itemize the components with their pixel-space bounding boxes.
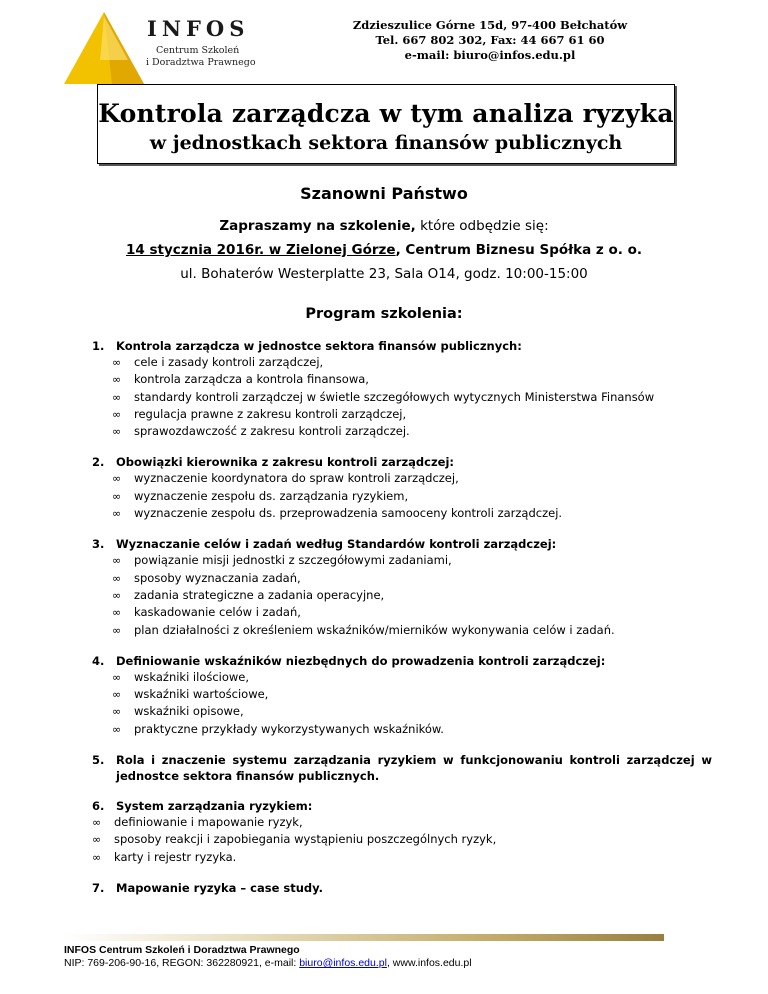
footer-email-link[interactable]: biuro@infos.edu.pl <box>299 957 387 969</box>
program-title: Program szkolenia: <box>305 306 463 322</box>
logo-subtitle-2: i Doradztwa Prawnego <box>146 57 256 68</box>
list-item-text: sposoby reakcji i zapobiegania wystąpieniu poszczególnych ryzyk, <box>114 832 497 847</box>
infinity-bullet-icon: ∞ <box>112 688 122 702</box>
list-item-text: plan działalności z określeniem wskaźników/mierników wykonywania celów i zadań. <box>134 622 615 637</box>
title-box <box>97 84 675 164</box>
list-item <box>112 622 712 639</box>
greeting: Szanowni Państwo <box>300 184 468 203</box>
list-item <box>92 849 712 866</box>
list-item-text: wyznaczenie koordynatora do spraw kontroli zarządczej, <box>134 471 459 486</box>
section-number: 7. <box>92 880 105 895</box>
infinity-bullet-icon: ∞ <box>112 356 122 369</box>
footer-details <box>64 957 472 970</box>
logo-subtitle-1: Centrum Szkoleń <box>156 45 240 56</box>
list-item-text: praktyczne przykłady wykorzystywanych wskaźników. <box>134 721 444 736</box>
infinity-bullet-icon: ∞ <box>92 850 102 864</box>
program-section <box>92 536 712 638</box>
program-section <box>92 752 712 784</box>
logo-name: INFOS <box>147 16 250 41</box>
list-item-text: sposoby wyznaczania zadań, <box>134 570 301 585</box>
infinity-bullet-icon: ∞ <box>112 507 122 521</box>
infinity-bullet-icon: ∞ <box>92 816 102 830</box>
section-heading <box>92 454 712 470</box>
section-number: 5. <box>92 753 105 768</box>
section-title: Obowiązki kierownika z zakresu kontroli zarządczej: <box>116 455 454 470</box>
section-heading <box>92 880 712 896</box>
list-item-text: powiązanie misji jednostki z szczegółowymi zadaniami, <box>134 553 452 568</box>
section-number: 1. <box>92 339 105 353</box>
section-number: 6. <box>92 799 105 814</box>
invitation-bold: Zapraszamy na szkolenie, <box>219 218 416 234</box>
list-item <box>112 488 712 505</box>
list-item <box>112 389 712 406</box>
program-section <box>92 653 712 738</box>
list-item <box>112 721 712 738</box>
section-heading <box>92 536 712 552</box>
program-section <box>92 798 712 866</box>
list-item-text: wskaźniki opisowe, <box>134 704 244 719</box>
list-item-text: definiowanie i mapowanie ryzyk, <box>114 815 303 830</box>
infinity-bullet-icon: ∞ <box>92 833 102 847</box>
section-title: Kontrola zarządcza w jednostce sektora finansów publicznych: <box>116 339 522 353</box>
list-item <box>112 406 712 423</box>
footer-ids: NIP: 769-206-90-16, REGON: 362280921, e-mail: <box>64 957 300 969</box>
section-items <box>112 552 712 638</box>
infinity-bullet-icon: ∞ <box>112 373 122 387</box>
list-item-text: wyznaczenie zespołu ds. zarządzania ryzykiem, <box>134 488 409 503</box>
program-section <box>92 338 712 440</box>
company-logo <box>64 12 264 92</box>
document-title: Kontrola zarządcza w tym analiza ryzyka <box>98 99 674 128</box>
section-heading <box>92 752 712 784</box>
list-item <box>112 686 712 703</box>
list-item <box>112 371 712 388</box>
document-subtitle: w jednostkach sektora finansów publicznych <box>149 132 623 154</box>
footer-company-name: INFOS Centrum Szkoleń i Doradztwa Prawnego <box>64 944 300 956</box>
address: ul. Bohaterów Westerplatte 23, Sala O14, godz. 10:00-15:00 <box>180 266 588 282</box>
infinity-bullet-icon: ∞ <box>112 407 122 421</box>
list-item-text: kaskadowanie celów i zadań, <box>134 605 301 620</box>
infinity-bullet-icon: ∞ <box>112 472 122 486</box>
list-item <box>112 552 712 569</box>
section-items <box>112 470 712 522</box>
list-item-text: wskaźniki ilościowe, <box>134 669 250 684</box>
list-item <box>112 354 712 371</box>
infinity-bullet-icon: ∞ <box>112 571 122 585</box>
list-item-text: wyznaczenie zespołu ds. przeprowadzenia samooceny kontroli zarządczej. <box>134 506 563 521</box>
list-item <box>112 669 712 686</box>
footer <box>64 944 472 970</box>
section-heading <box>92 338 712 354</box>
list-item-text: karty i rejestr ryzyka. <box>114 849 237 864</box>
contact-phone: Tel. 667 802 302, Fax: 44 667 61 60 <box>375 33 605 47</box>
list-item <box>112 570 712 587</box>
list-item-text: zadania strategiczne a zadania operacyjne, <box>134 587 385 602</box>
infinity-bullet-icon: ∞ <box>112 489 122 503</box>
logo-triangle-icon <box>64 12 144 92</box>
section-title: Definiowanie wskaźników niezbędnych do prowadzenia kontroli zarządczej: <box>116 653 606 668</box>
infinity-bullet-icon: ∞ <box>112 623 122 637</box>
list-item-text: sprawozdawczość z zakresu kontroli zarządczej. <box>134 424 410 439</box>
date-place: 14 stycznia 2016r. w Zielonej Górze <box>125 242 396 258</box>
list-item-text: cele i zasady kontroli zarządczej, <box>134 355 324 369</box>
section-title: Rola i znaczenie systemu zarządzania ryzykiem w funkcjonowaniu kontroli zarządczej w jednostce sektora finansów publicznych. <box>116 753 712 784</box>
section-items <box>112 669 712 738</box>
list-item <box>112 423 712 440</box>
section-items <box>92 814 712 866</box>
list-item <box>92 831 712 848</box>
program-list <box>92 338 712 910</box>
invitation <box>0 218 768 234</box>
infinity-bullet-icon: ∞ <box>112 588 122 602</box>
section-items <box>112 354 712 440</box>
list-item-text: regulacja prawne z zakresu kontroli zarządczej, <box>134 406 407 421</box>
list-item <box>112 505 712 522</box>
list-item <box>112 703 712 720</box>
infinity-bullet-icon: ∞ <box>112 554 122 568</box>
infinity-bullet-icon: ∞ <box>112 722 122 736</box>
list-item <box>112 604 712 621</box>
list-item-text: wskaźniki wartościowe, <box>134 687 269 702</box>
invitation-rest: które odbędzie się: <box>415 218 549 234</box>
list-item <box>112 587 712 604</box>
venue: Centrum Biznesu Spółka z o. o. <box>405 242 642 258</box>
footer-divider <box>64 934 664 941</box>
section-heading <box>92 653 712 669</box>
infinity-bullet-icon: ∞ <box>112 670 122 684</box>
section-title: Mapowanie ryzyka – case study. <box>116 880 323 895</box>
section-number: 4. <box>92 653 105 668</box>
infinity-bullet-icon: ∞ <box>112 705 122 719</box>
footer-website: , www.infos.edu.pl <box>386 957 472 969</box>
section-number: 3. <box>92 537 105 552</box>
infinity-bullet-icon: ∞ <box>112 425 122 439</box>
infinity-bullet-icon: ∞ <box>112 606 122 620</box>
list-item <box>112 470 712 487</box>
contact-address: Zdzieszulice Górne 15d, 97-400 Bełchatów <box>352 18 628 32</box>
date-venue-line <box>0 242 768 258</box>
date-separator: , <box>395 242 406 258</box>
contact-info <box>300 18 680 63</box>
contact-email: e-mail: biuro@infos.edu.pl <box>404 48 576 62</box>
list-item <box>92 814 712 831</box>
list-item-text: standardy kontroli zarządczej w świetle szczegółowych wytycznych Ministerstwa Finansów <box>134 389 655 404</box>
section-heading <box>92 798 712 814</box>
program-section <box>92 880 712 896</box>
section-title: Wyznaczanie celów i zadań według Standardów kontroli zarządczej: <box>116 537 557 552</box>
program-section <box>92 454 712 522</box>
section-title: System zarządzania ryzykiem: <box>116 799 313 814</box>
infinity-bullet-icon: ∞ <box>112 390 122 404</box>
list-item-text: kontrola zarządcza a kontrola finansowa, <box>134 372 369 387</box>
section-number: 2. <box>92 455 105 470</box>
